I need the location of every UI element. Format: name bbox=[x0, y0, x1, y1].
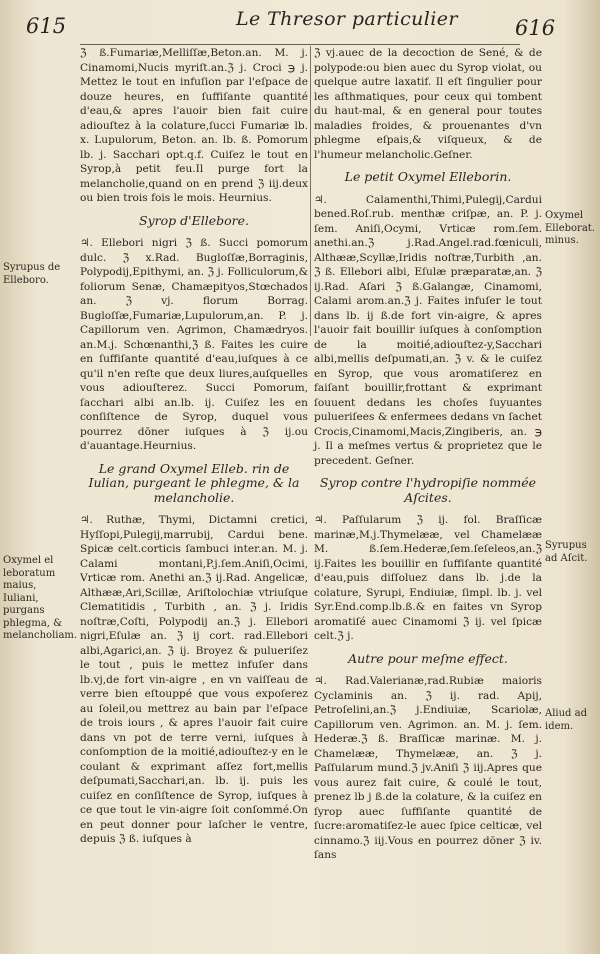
paragraph: ♃. Paſſularum ℨ ij. fol. Braſſicæ marinæ,M.j.Thymelææ, vel Chamelææ M. ß.ſem.Hederæ,ſem.ſeſeleos,an.ℨ ij.Faites les bouillir en ſuffiſante quantité d'eau,puis diſſoluez dans lb. j.de la colature, Syrupi, Endiuiæ, ſimpl. lb. j. vel Syr.End.comp.lb.ß.& en faites vn Syrop aromatiſé auec Cinamomi ℨ ij. vel ſpicæ celt.ℨ j. bbox=[314, 514, 542, 642]
right-column bbox=[314, 46, 542, 867]
paragraph: ♃. Calamenthi,Thimi,Pulegij,Cardui bened.Roſ.rub. menthæ criſpæ, an. P. j. ſem. Aniſi,Ocymi, Vrticæ rom.ſem. anethi.an.ℨ j.Rad.Angel.rad.fœniculi, Althææ,Scyllæ,Iridis noſtræ,Turbith ,an. ℨ ß. Ellebori albi, Eſulæ præparatæ,an. ℨ ij.Rad. Aſari ℨ ß.Galangæ, Cinamomi, Calami arom.an.ℨ j. Faites infuſer le tout dans lb. ij ß.de fort vin-aigre, & apres l'auoir fait bouillir iuſques à conſomption de la moitié,adiouſtez-y,Sacchari albi,mellis deſpumati,an. ℨ v. & le cuiſez en Syrop, que vous aromatiſerez en faiſant bouillir,frottant & exprimant ſouuent dedans les choſes ſuyuantes pulueriſees & enfermees dedans vn ſachet Crocis,Cinamomi,Macis,Zingiberis, an. ℈ j. Il a meſmes vertus & proprietez que le precedent. Geſner. bbox=[314, 193, 542, 467]
section-heading: Syrop contre l'hydropiſie nommée Aſcites. bbox=[319, 475, 537, 505]
margin-note: Syrupus de Elleboro. bbox=[3, 262, 61, 286]
section-heading: Autre pour meſme effect. bbox=[348, 650, 508, 666]
page-number-right: 616 bbox=[515, 16, 556, 40]
running-title: Le Thresor particulier bbox=[236, 8, 458, 30]
header-rule bbox=[80, 44, 520, 45]
section-heading: Syrop d'Ellebore. bbox=[139, 212, 249, 228]
margin-note: Oxymel el leboratum maius, Iuliani, purgans phlegma, & melancholiam. bbox=[3, 555, 78, 641]
paragraph: ♃. Ellebori nigri ℨ ß. Succi pomorum dulc. ℨ x.Rad. Bugloſſæ,Borraginis, Polypodij,Epithymi, an. ℨ j. Folliculorum,& foliorum Senæ, Chamæpityos,Stœchados an. ℨ vj. florum Borrag. Bugloſſæ,Fumariæ,Lupulorum,an. P. j. Capillorum ven. Agrimon, Chamædryos. an.M.j. Schœnanthi,ℨ ß. Faites les cuire en ſuffiſante quantité d'eau,iuſques à ce qu'il n'en reſte que deux liures,auſquelles vous adiouſterez. Succi Pomorum, ſacchari albi an.lb. ij. Cuiſez les en conſiſtence de Syrop, duquel vous pourrez dōner iuſques à ℨ ij.ou d'auantage.Heurnius. bbox=[80, 237, 308, 452]
margin-note: Aliud ad idem. bbox=[545, 708, 588, 732]
page-number-left: 615 bbox=[26, 14, 67, 38]
left-column bbox=[80, 46, 308, 851]
page-header bbox=[0, 6, 600, 46]
paragraph: ℨ vj.auec de la decoction de Sené, & de polypode:ou bien auec du Syrop violat, ou quelque autre laxatif. Il eſt ſingulier pour les aſthmatiques, pour ceux qui tombent du haut-mal, & en general pour toutes maladies froides, & prouenantes d'vn phlegme eſpais,& viſqueux, & de l'humeur melancholic.Geſner. bbox=[314, 47, 542, 161]
section-heading: Le grand Oxymel Elleb. rin de Iulian, purgeant le phlegme, & la melancholie. bbox=[88, 460, 300, 505]
margin-note: Oxymel Elleborat. minus. bbox=[545, 210, 595, 246]
paragraph: ℨ ß.Fumariæ,Melliſſæ,Beton.an. M. j. Cinamomi,Nucis myriſt.an.ℨ j. Croci ℈ j. Mettez le tout en infuſion par l'eſpace de douze heures, en ſuffiſante quantité d'eau,& apres l'auoir bien fait cuire adiouſtez à la colature,ſucci Fumariæ lb. x. Lupulorum, Beton. an. lb. ß. Pomorum lb. j. Sacchari opt.q.f. Cuiſez le tout en Syrop,à petit feu.Il purge fort la melancholie,quand on en prend ℨ iij.deux ou bien trois fois le mois. Heurnius. bbox=[80, 47, 308, 204]
margin-note: Syrupus ad Aſcit. bbox=[545, 540, 588, 564]
section-heading: Le petit Oxymel Elleborin. bbox=[344, 169, 512, 184]
column-divider bbox=[310, 46, 311, 336]
paragraph: ♃. Ruthæ, Thymi, Dictamni cretici, Hyſſopi,Pulegij,marrubij, Cardui bene. Spicæ celt.corticis ſambuci inter.an. M. j. Calami montani,P.j.ſem.Aniſi,Ocimi, Vrticæ rom. Anethi an.ℨ ij.Rad. Angelicæ, Althææ,Ari,Scillæ, Ariſtolochiæ vtriuſque Clematitidis , Turbith , an. ℨ j. Iridis noſtræ,Coſti, Polypodij an.ℨ j. Ellebori nigri,Eſulæ an. ℨ ij cort. rad.Ellebori albi,Agarici,an. ℨ ij. Broyez & pulueriſez le tout , puis le mettez infuſer dans lb.vj,de fort vin-aigre , en vn vaiſſeau de verre bien eſtouppé que vous expoſerez au ſoleil,ou mettrez au bain par l'eſpace de trois iours , & apres l'auoir fait cuire dans vn pot de terre verni, iuſques à conſomption de la moitié,adiouſtez-y en le coulant & exprimant aſſez fort,mellis deſpumati,Sacchari,an. lb. ij. puis les cuiſez en conſiſtence de Syrop, iuſques à ce que tout le vin-aigre ſoit conſommé.On en peut donner pour laſcher le ventre, depuis ℨ ß. iuſques à bbox=[80, 514, 308, 845]
paragraph: ♃. Rad.Valerianæ,rad.Rubiæ maioris Cyclaminis an. ℨ ij. rad. Apij, Petroſelini,an.ℨ j.Endiuiæ, Scariolæ, Capillorum ven. Agrimon. an. M. j. ſem. Hederæ.ℨ ß. Braſſicæ marinæ. M. j. Chamelææ, Thymelææ, an. ℨ j. Paſſularum mund.ℨ jv.Aniſi ℨ iij.Apres que vous aurez fait cuire, & coulé le tout, prenez lb j ß.de la colature, & la cuiſez en ſyrop auec ſuffiſante quantité de ſucre:aromatiſez-le auec ſpice celticæ, vel cinnamo.ℨ iij.Vous en pourrez dōner ℨ iv. ſans bbox=[314, 675, 542, 861]
